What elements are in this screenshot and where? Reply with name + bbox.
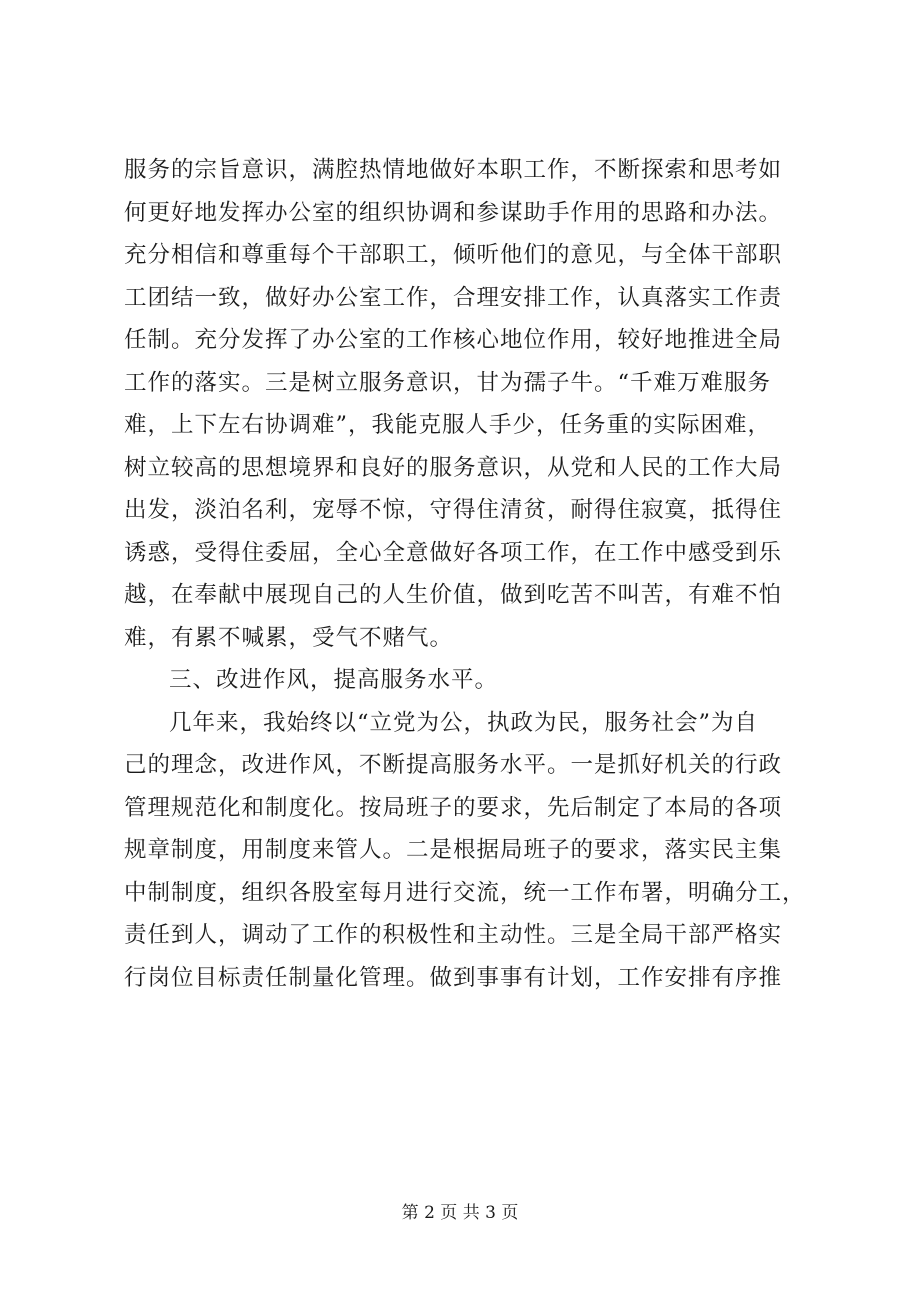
text-line: 己的理念，改进作风，不断提高服务水平。一是抓好机关的行政 [124, 752, 783, 778]
text-line: 规章制度，用制度来管人。二是根据局班子的要求，落实民主集 [124, 837, 783, 863]
text-line: 何更好地发挥办公室的组织协调和参谋助手作用的思路和办法。 [124, 199, 783, 226]
text-line: 几年来，我始终以“立党为公，执政为民，服务社会”为自 [169, 709, 759, 736]
text-line: 越，在奉献中展现自己的人生价值，做到吃苦不叫苦，有难不怕 [124, 582, 783, 608]
text-line: 充分相信和尊重每个干部职工，倾听他们的意见，与全体干部职 [124, 242, 783, 268]
text-line: 中制制度，组织各股室每月进行交流，统一工作布署，明确分工， [124, 879, 806, 906]
text-line: 诱惑，受得住委屈，全心全意做好各项工作，在工作中感受到乐 [124, 539, 783, 566]
text-line: 任制。充分发挥了办公室的工作核心地位作用，较好地推进全局 [124, 327, 783, 353]
text-line: 难，上下左右协调难”，我能克服人手少，任务重的实际困难， [124, 412, 772, 438]
text-line: 责任到人，调动了工作的积极性和主动性。三是全局干部严格实 [124, 922, 783, 948]
text-line: 工作的落实。三是树立服务意识，甘为孺子牛。“千难万难服务 [124, 369, 772, 396]
text-line: 树立较高的思想境界和良好的服务意识，从党和人民的工作大局 [124, 454, 783, 481]
page-number-footer: 第 2 页 共 3 页 [401, 1203, 519, 1223]
text-line: 行岗位目标责任制量化管理。做到事事有计划，工作安排有序推 [124, 964, 783, 991]
text-line: 管理规范化和制度化。按局班子的要求，先后制定了本局的各项 [124, 794, 783, 821]
document-body [124, 149, 804, 999]
text-line: 出发，淡泊名利，宠辱不惊，守得住清贫，耐得住寂寞，抵得住 [124, 497, 783, 523]
text-line: 服务的宗旨意识，满腔热情地做好本职工作，不断探索和思考如 [124, 157, 783, 183]
text-line: 三、改进作风，提高服务水平。 [169, 667, 499, 693]
text-line: 难，有累不喊累，受气不赌气。 [124, 624, 454, 651]
text-line: 工团结一致，做好办公室工作，合理安排工作，认真落实工作责 [124, 284, 783, 311]
